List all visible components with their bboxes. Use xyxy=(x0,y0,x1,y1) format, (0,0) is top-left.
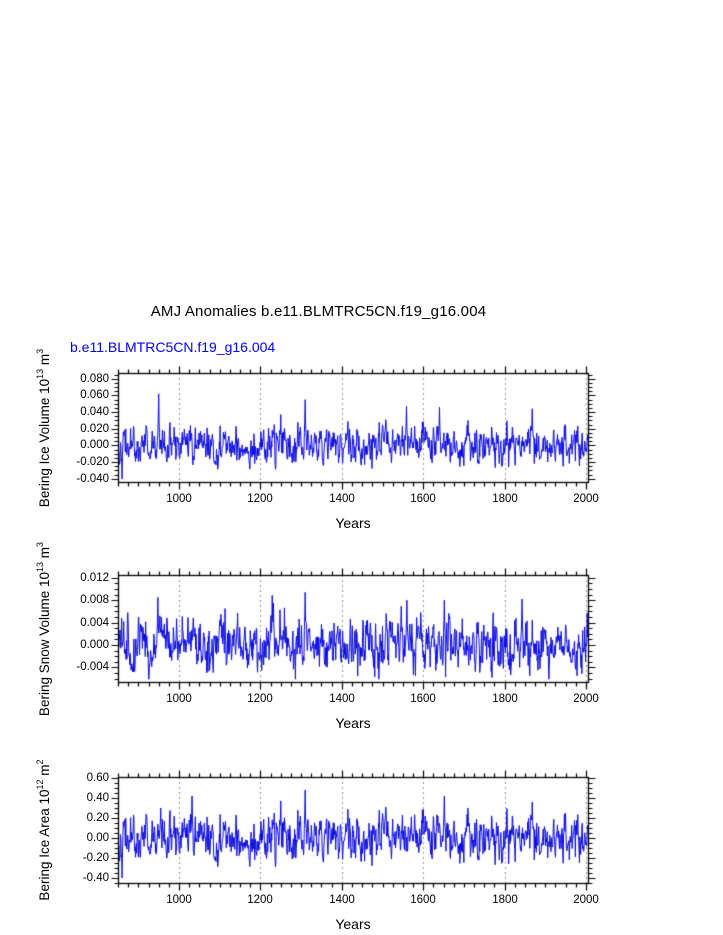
x-tick-label: 2000 xyxy=(573,894,599,906)
snow-volume-x-axis-label: Years xyxy=(335,715,371,731)
x-tick-label: 1800 xyxy=(492,693,518,705)
y-tick-label: -0.020 xyxy=(76,456,109,468)
x-tick-label: 1000 xyxy=(166,693,192,705)
y-tick-label: 0.012 xyxy=(80,572,109,584)
ice-area-plot-canvas xyxy=(94,763,634,897)
y-tick-label: -0.40 xyxy=(82,872,109,884)
ice-volume-plot-canvas xyxy=(94,359,634,496)
y-tick-label: 0.004 xyxy=(80,617,109,629)
x-tick-label: 1200 xyxy=(247,493,273,505)
x-tick-label: 1000 xyxy=(166,894,192,906)
y-tick-label: 0.40 xyxy=(86,792,109,804)
y-tick-label: 0.020 xyxy=(80,423,109,435)
y-tick-label: 0.080 xyxy=(80,373,109,385)
y-tick-label: 0.008 xyxy=(80,594,109,606)
legend-entry: b.e11.BLMTRC5CN.f19_g16.004 xyxy=(70,339,276,355)
y-tick-label: 0.000 xyxy=(80,439,109,451)
snow-volume-y-axis-label: Bering Snow Volume $10^{13}$ $m^3$ xyxy=(35,541,52,716)
x-tick-label: 1600 xyxy=(410,894,436,906)
x-tick-label: 1200 xyxy=(247,894,273,906)
x-tick-label: 1400 xyxy=(329,693,355,705)
y-tick-label: -0.004 xyxy=(76,661,109,673)
x-tick-label: 2000 xyxy=(573,693,599,705)
x-tick-label: 1000 xyxy=(166,493,192,505)
ice-volume-y-axis-label: Bering Ice Volume $10^{13}$ $m^3$ xyxy=(35,348,52,507)
y-tick-label: 0.20 xyxy=(86,812,109,824)
ice-area-x-axis-label: Years xyxy=(335,916,371,932)
x-tick-label: 1200 xyxy=(247,693,273,705)
snow-volume-plot-canvas xyxy=(94,561,634,696)
x-tick-label: 2000 xyxy=(573,493,599,505)
x-tick-label: 1400 xyxy=(329,493,355,505)
x-tick-label: 1600 xyxy=(410,693,436,705)
y-tick-label: -0.20 xyxy=(82,852,109,864)
y-tick-label: 0.00 xyxy=(86,832,109,844)
x-tick-label: 1400 xyxy=(329,894,355,906)
x-tick-label: 1800 xyxy=(492,894,518,906)
x-tick-label: 1800 xyxy=(492,493,518,505)
ice-volume-x-axis-label: Years xyxy=(335,515,371,531)
ice-area-y-axis-label: Bering Ice Area $10^{12}$ $m^2$ xyxy=(35,759,52,901)
chart-title: AMJ Anomalies b.e11.BLMTRC5CN.f19_g16.004 xyxy=(150,303,487,320)
y-tick-label: -0.040 xyxy=(76,473,109,485)
y-tick-label: 0.60 xyxy=(86,772,109,784)
y-tick-label: 0.040 xyxy=(80,406,109,418)
y-tick-label: 0.060 xyxy=(80,389,109,401)
y-tick-label: 0.000 xyxy=(80,639,109,651)
x-tick-label: 1600 xyxy=(410,493,436,505)
